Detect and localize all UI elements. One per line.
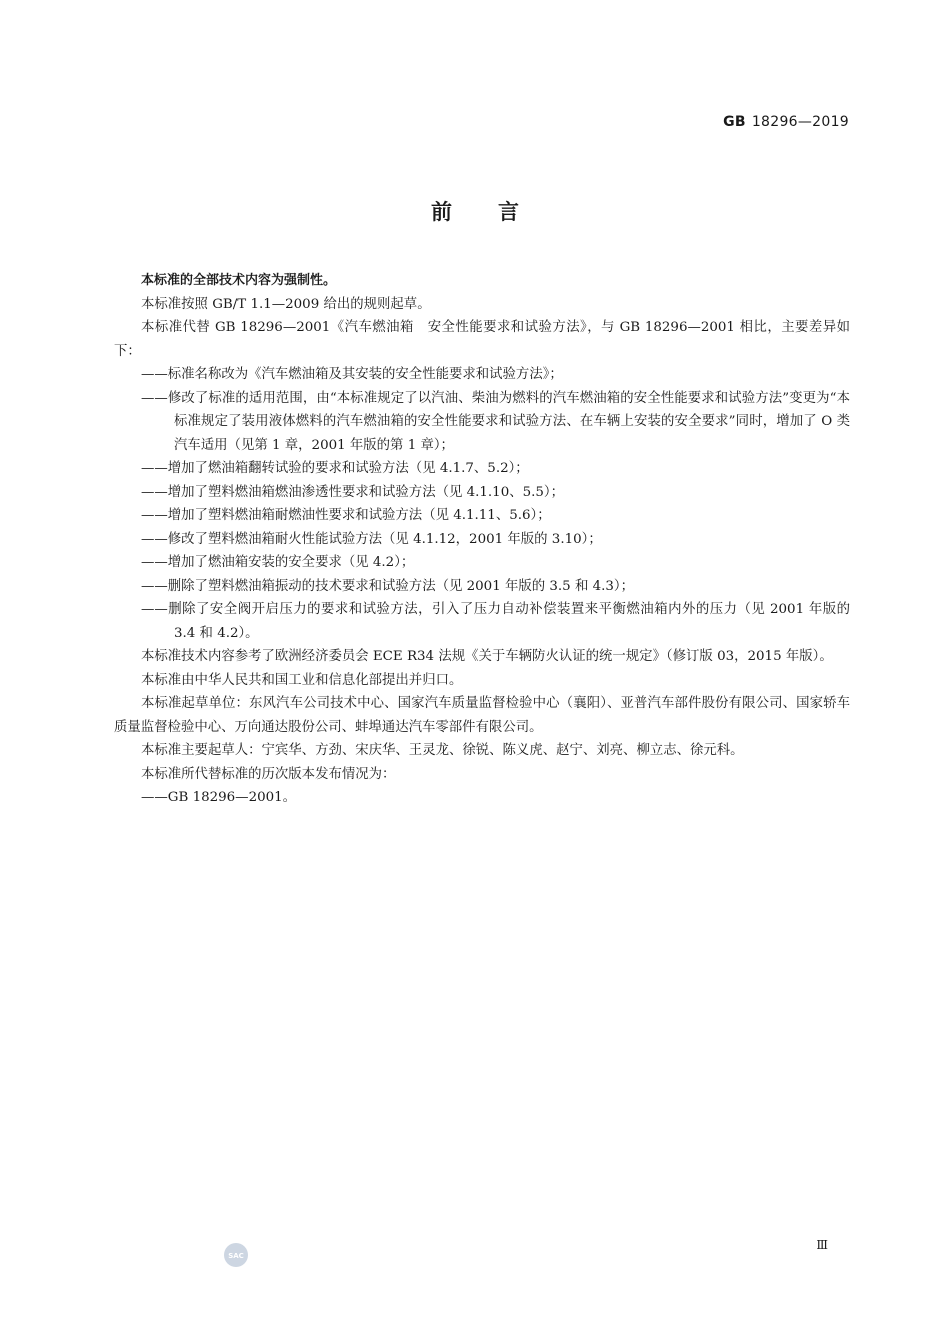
standard-number: 18296—2019 (751, 114, 849, 130)
page-number: Ⅲ (816, 1238, 828, 1252)
change-item: ——删除了安全阀开启压力的要求和试验方法，引入了压力自动补偿装置来平衡燃油箱内外的压力（见 2001 年版的 3.4 和 4.2）。 (141, 602, 850, 641)
sac-logo-icon (222, 1241, 250, 1269)
svg-text:SAC: SAC (228, 1252, 244, 1260)
standard-code (723, 114, 849, 130)
paragraph-proposer: 本标准由中华人民共和国工业和信息化部提出并归口。 (141, 672, 463, 688)
page-title: 前言 (431, 200, 565, 224)
change-item: ——修改了标准的适用范围，由“本标准规定了以汽油、柴油为燃料的汽车燃油箱的安全性能要求和试验方法”变更为“本标准规定了装用液体燃料的汽车燃油箱的安全性能要求和试验方法、在车辆上安装的安全要求”同时，增加了 O 类汽车适用（见第 1 章，2001 年版的第 1 章）； (141, 390, 850, 453)
paragraph-replaces: 本标准代替 GB 18296—2001《汽车燃油箱 安全性能要求和试验方法》，与 GB 18296—2001 相比，主要差异如下： (114, 320, 850, 359)
paragraph-history: 本标准所代替标准的历次版本发布情况为： (141, 766, 396, 782)
change-item: ——标准名称改为《汽车燃油箱及其安装的安全性能要求和试验方法》； (141, 367, 563, 382)
change-item: ——增加了燃油箱翻转试验的要求和试验方法（见 4.1.7、5.2）； (141, 461, 529, 476)
standard-prefix: GB (723, 114, 746, 130)
change-item: ——修改了塑料燃油箱耐火性能试验方法（见 4.1.12，2001 年版的 3.10）； (141, 531, 602, 547)
change-item: ——增加了塑料燃油箱燃油渗透性要求和试验方法（见 4.1.10、5.5）； (141, 484, 564, 500)
paragraph-reference: 本标准技术内容参考了欧洲经济委员会 ECE R34 法规《关于车辆防火认证的统一规定》（修订版 03，2015 年版）。 (141, 649, 833, 664)
paragraph-drafting-rules: 本标准按照 GB/T 1.1—2009 给出的规则起草。 (141, 296, 431, 312)
foreword-body (114, 269, 850, 810)
paragraph-drafting-units: 本标准起草单位：东风汽车公司技术中心、国家汽车质量监督检验中心（襄阳）、亚普汽车部件股份有限公司、国家轿车质量监督检验中心、万向通达股份公司、蚌埠通达汽车零部件有限公司。 (114, 696, 850, 735)
change-item: ——增加了塑料燃油箱耐燃油性要求和试验方法（见 4.1.11、5.6）； (141, 508, 551, 523)
change-item: ——删除了塑料燃油箱振动的技术要求和试验方法（见 2001 年版的 3.5 和 4.3）； (141, 578, 634, 594)
history-item: ——GB 18296—2001。 (141, 790, 297, 805)
change-item: ——增加了燃油箱安装的安全要求（见 4.2）； (141, 555, 415, 570)
paragraph-mandatory: 本标准的全部技术内容为强制性。 (141, 273, 337, 288)
paragraph-drafters: 本标准主要起草人：宁宾华、方劲、宋庆华、王灵龙、徐锐、陈义虎、赵宁、刘亮、柳立志、徐元科。 (141, 743, 744, 758)
